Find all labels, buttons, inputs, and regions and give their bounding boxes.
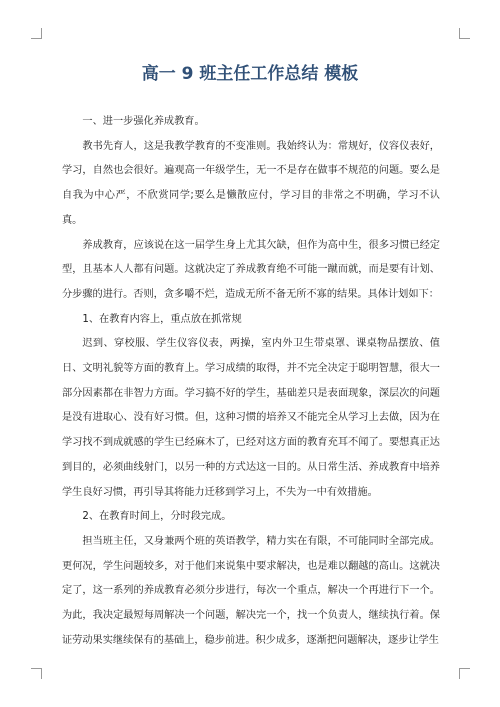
document-body — [62, 110, 440, 653]
section-heading-1: 一、进一步强化养成教育。 — [82, 116, 205, 127]
subsection-heading-2: 2、在教育时间上，分时段完成。 — [82, 511, 232, 523]
body-paragraph: 迟到、穿校服、学生仪容仪表，两操，室内外卫生带桌罩、课桌物品摆放、值日、文明礼貌等方面的教育上。学习成绩的取得，并不完全决定于聪明智慧，很大一部分因素都在非智力方面。学习搞不好的学生，基础差只是表面现象，深层次的问题是没有进取心、没有好习惯。但，这种习惯的培养又不能完全从学习上去做，因为在学习找不到成就感的学生已经麻木了，已经对这方面的教育充耳不闻了。要想真正达到目的，必须曲线射门，以另一种的方式达这一目的。从日常生活、养成教育中培养学生良好习惯，再引导其将能力迁移到学习上，不失为一中有效措施。 — [62, 338, 440, 498]
crop-mark-bottom-left — [31, 668, 42, 679]
subsection-heading-1: 1、在教育内容上，重点放在抓常规 — [82, 313, 242, 325]
document-title: 高一 9 班主任工作总结 模板 — [141, 64, 359, 84]
body-paragraph: 担当班主任，又身兼两个班的英语教学，精力实在有限，不可能同时全部完成。更何况，学生问题较多，对于他们来说集中要求解决，也是难以翻越的高山。这就决定了，这一系列的养成教育必须分步进行，每次一个重点，解决一个再进行下一个。为此，我决定最短每周解决一个问题，解决完一个，找一个负责人，继续执行着。保证劳动果实继续保有的基础上，稳步前进。积少成多，逐渐把问题解决，逐步让学生 — [62, 535, 440, 646]
body-paragraph: 养成教育，应该说在这一届学生身上尤其欠缺，但作为高中生，很多习惯已经定型，且基本人人都有问题。这就决定了养成教育绝不可能一蹴而就，而是要有计划、分步骤的进行。否则，贪多嚼不烂，造成无所不备无所不寡的结果。具体计划如下： — [62, 239, 440, 300]
body-paragraph: 教书先育人，这是我教学教育的不变准则。我始终认为：常规好，仪容仪表好，学习，自然也会很好。遍观高一年级学生，无一不是存在做事不规范的问题。要么是自我为中心严，不欣赏同学;要么是懒散应付，学习目的非常之不明确，学习不认真。 — [62, 140, 440, 226]
crop-mark-top-right — [459, 28, 470, 39]
crop-mark-top-left — [31, 28, 42, 39]
crop-mark-bottom-right — [459, 668, 470, 679]
